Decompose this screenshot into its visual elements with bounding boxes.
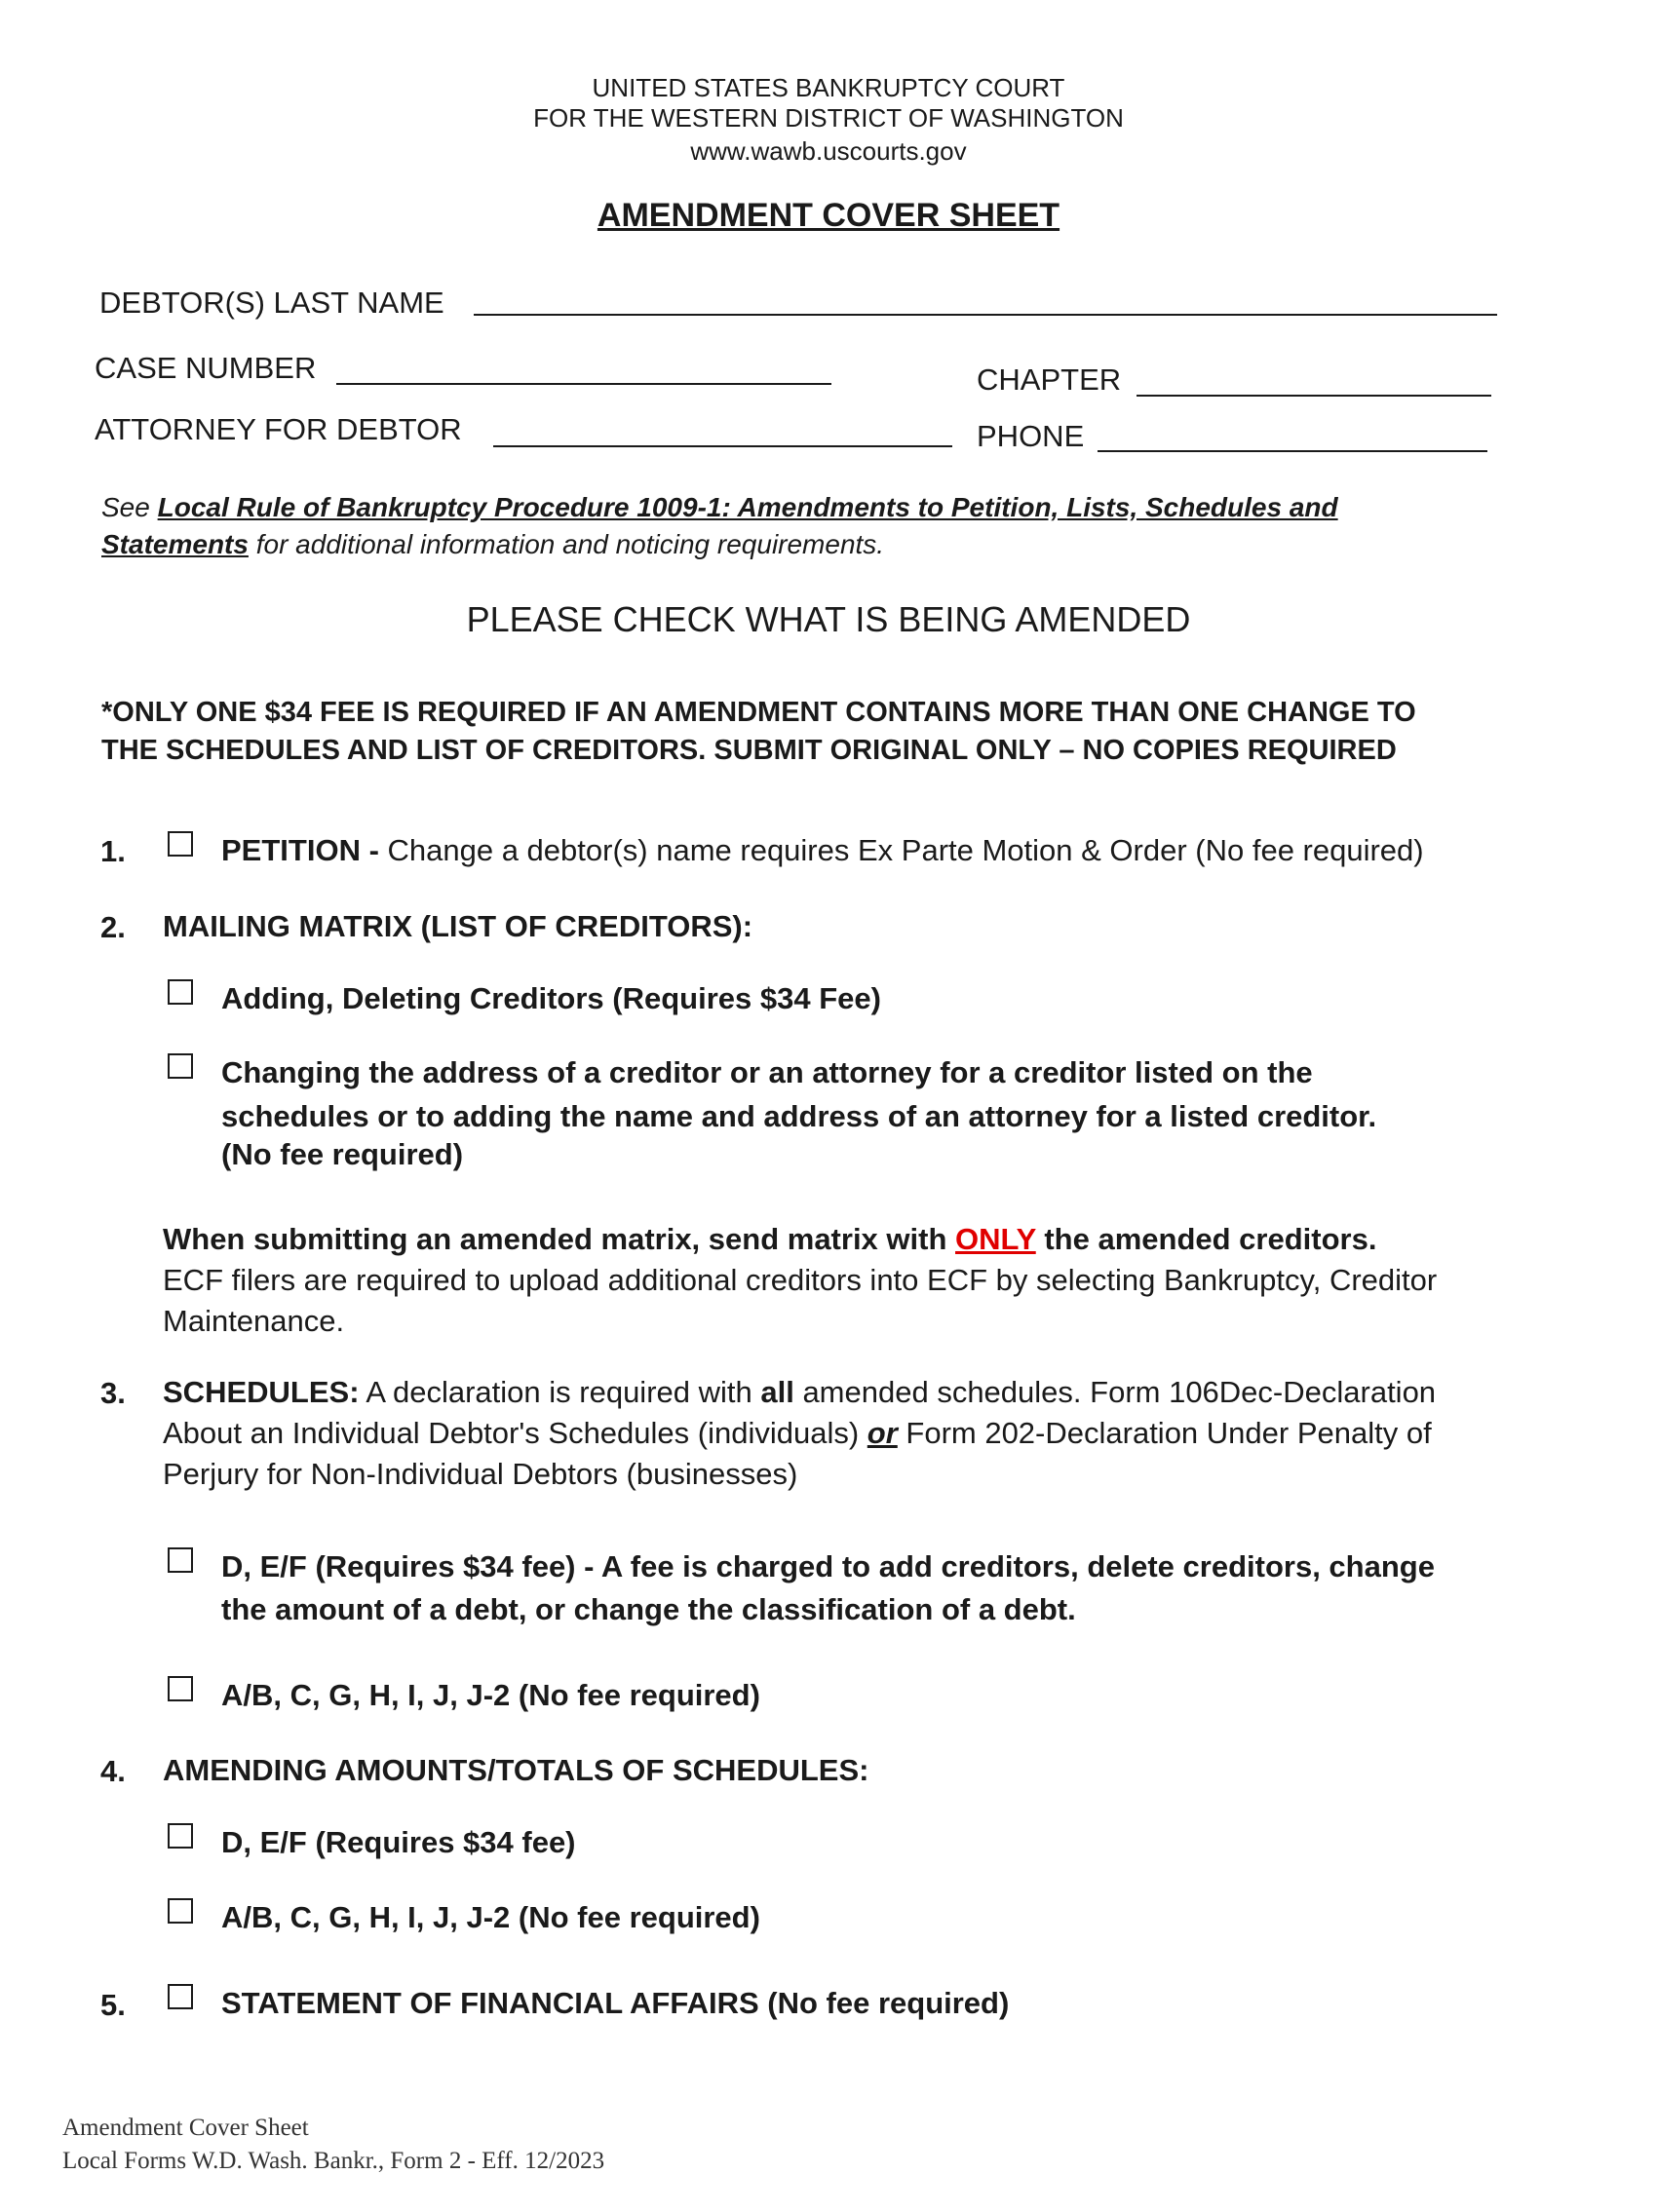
phone-field[interactable] bbox=[1098, 450, 1487, 452]
item-4-opt-b bbox=[221, 1896, 760, 1938]
item-2-heading bbox=[163, 905, 752, 947]
local-rule-link[interactable]: Local Rule of Bankruptcy Procedure 1009-1: Amendments to Petition, Lists, Schedules and bbox=[157, 492, 1338, 522]
item-2-opt-b-line2-text: schedules or to adding the name and address of an attorney for a listed creditor. bbox=[221, 1099, 1377, 1133]
item-3-opt-a-line1-text: D, E/F (Requires $34 fee) - A fee is charged to add creditors, delete creditors, change bbox=[221, 1549, 1435, 1583]
debtor-last-name-field[interactable] bbox=[474, 314, 1497, 316]
form-title-wrap bbox=[0, 197, 1657, 235]
item-5-number: 5. bbox=[100, 1988, 126, 2022]
case-number-field[interactable] bbox=[336, 383, 831, 385]
amending-def-checkbox[interactable] bbox=[168, 1823, 193, 1849]
chapter-field[interactable] bbox=[1137, 395, 1491, 397]
fee-notice-line1: *ONLY ONE $34 FEE IS REQUIRED IF AN AMENDMENT CONTAINS MORE THAN ONE CHANGE TO bbox=[101, 697, 1416, 728]
case-number-label: CASE NUMBER bbox=[95, 351, 317, 385]
chapter-label: CHAPTER bbox=[977, 362, 1122, 397]
item-2-opt-a bbox=[221, 977, 881, 1019]
changing-address-checkbox[interactable] bbox=[168, 1053, 193, 1079]
item-3-text1-post: amended schedules. Form 106Dec-Declaration bbox=[793, 1375, 1437, 1409]
item-4-opt-b-text: A/B, C, G, H, I, J, J-2 (No fee required) bbox=[221, 1900, 760, 1934]
local-rule-note-line2 bbox=[101, 526, 884, 563]
item-3-text2-pre: About an Individual Debtor's Schedules (individuals) bbox=[163, 1416, 867, 1450]
item-1-text bbox=[221, 829, 1424, 871]
item-2-opt-a-text: Adding, Deleting Creditors (Requires $34 Fee) bbox=[221, 981, 881, 1015]
item-2-opt-b-line3 bbox=[221, 1133, 463, 1175]
item-2-opt-b-line3-text: (No fee required) bbox=[221, 1137, 464, 1171]
item-2-heading-text: MAILING MATRIX (LIST OF CREDITORS): bbox=[163, 909, 753, 943]
item-4-opt-a-text: D, E/F (Requires $34 fee) bbox=[221, 1825, 576, 1859]
item-2-opt-b-line2 bbox=[221, 1095, 1376, 1137]
item-3-heading: SCHEDULES: bbox=[163, 1375, 360, 1409]
note-prefix: See bbox=[101, 492, 158, 522]
local-rule-link-line2[interactable]: Statements bbox=[101, 529, 249, 559]
schedules-def-checkbox[interactable] bbox=[168, 1547, 193, 1573]
item-5-text bbox=[221, 1982, 1009, 2024]
schedules-other-checkbox[interactable] bbox=[168, 1676, 193, 1701]
ecf-note-line1: ECF filers are required to upload additional creditors into ECF by selecting Bankruptcy, Creditor bbox=[163, 1263, 1438, 1297]
amending-other-checkbox[interactable] bbox=[168, 1898, 193, 1924]
matrix-note-pre: When submitting an amended matrix, send matrix with bbox=[163, 1222, 956, 1256]
note-suffix: for additional information and noticing requirements. bbox=[248, 529, 885, 559]
attorney-label: ATTORNEY FOR DEBTOR bbox=[95, 412, 462, 446]
court-website: www.wawb.uscourts.gov bbox=[690, 136, 967, 166]
item-1-bold: PETITION - bbox=[221, 833, 388, 867]
petition-checkbox[interactable] bbox=[168, 831, 193, 857]
debtor-last-name-label: DEBTOR(S) LAST NAME bbox=[99, 286, 444, 320]
item-2-opt-b-line1-text: Changing the address of a creditor or an attorney for a creditor listed on the bbox=[221, 1055, 1313, 1089]
court-name-line2: FOR THE WESTERN DISTRICT OF WASHINGTON bbox=[533, 103, 1124, 133]
item-3-opt-b-text: A/B, C, G, H, I, J, J-2 (No fee required) bbox=[221, 1678, 760, 1712]
matrix-note bbox=[163, 1218, 1376, 1260]
attorney-field[interactable] bbox=[493, 445, 952, 447]
item-3-opt-a-line1 bbox=[221, 1545, 1435, 1587]
local-rule-note bbox=[101, 489, 1338, 526]
item-4-number: 4. bbox=[100, 1754, 126, 1788]
footer-line2: Local Forms W.D. Wash. Bankr., Form 2 - Eff. 12/2023 bbox=[62, 2148, 605, 2174]
item-5-text-bold: STATEMENT OF FINANCIAL AFFAIRS (No fee required) bbox=[221, 1986, 1010, 2020]
item-1-number: 1. bbox=[100, 834, 126, 868]
item-2-opt-b-line1 bbox=[221, 1051, 1313, 1093]
item-4-heading-text: AMENDING AMOUNTS/TOTALS OF SCHEDULES: bbox=[163, 1753, 869, 1787]
matrix-note-only: ONLY bbox=[955, 1222, 1036, 1256]
item-4-heading bbox=[163, 1749, 868, 1791]
item-3-line2 bbox=[163, 1412, 1432, 1454]
item-3-line3: Perjury for Non-Individual Debtors (businesses) bbox=[163, 1457, 798, 1491]
form-title: AMENDMENT COVER SHEET bbox=[597, 197, 1060, 234]
item-3-opt-a-line2 bbox=[221, 1588, 1076, 1630]
item-3-line1 bbox=[163, 1371, 1436, 1413]
fee-notice-line2: THE SCHEDULES AND LIST OF CREDITORS. SUBMIT ORIGINAL ONLY – NO COPIES REQUIRED bbox=[101, 735, 1397, 766]
item-3-opt-b bbox=[221, 1674, 760, 1716]
matrix-note-post: the amended creditors. bbox=[1035, 1222, 1377, 1256]
item-1-desc: Change a debtor(s) name requires Ex Parte Motion & Order (No fee required) bbox=[387, 833, 1424, 867]
item-3-opt-a-line2-text: the amount of a debt, or change the classification of a debt. bbox=[221, 1592, 1076, 1626]
item-2-number: 2. bbox=[100, 910, 126, 944]
ecf-note-line2: Maintenance. bbox=[163, 1304, 345, 1338]
item-3-text1-all: all bbox=[760, 1375, 794, 1409]
statement-financial-affairs-checkbox[interactable] bbox=[168, 1984, 193, 2009]
phone-label: PHONE bbox=[977, 419, 1085, 453]
item-3-text2-or: or bbox=[867, 1416, 898, 1450]
item-3-text1-pre: A declaration is required with bbox=[359, 1375, 761, 1409]
item-3-text2-post: Form 202-Declaration Under Penalty of bbox=[897, 1416, 1432, 1450]
court-name-line1: UNITED STATES BANKRUPTCY COURT bbox=[592, 73, 1065, 102]
item-4-opt-a bbox=[221, 1821, 576, 1863]
item-3-number: 3. bbox=[100, 1376, 126, 1410]
adding-deleting-creditors-checkbox[interactable] bbox=[168, 979, 193, 1005]
footer-line1: Amendment Cover Sheet bbox=[62, 2115, 309, 2141]
section-heading: PLEASE CHECK WHAT IS BEING AMENDED bbox=[466, 599, 1191, 639]
